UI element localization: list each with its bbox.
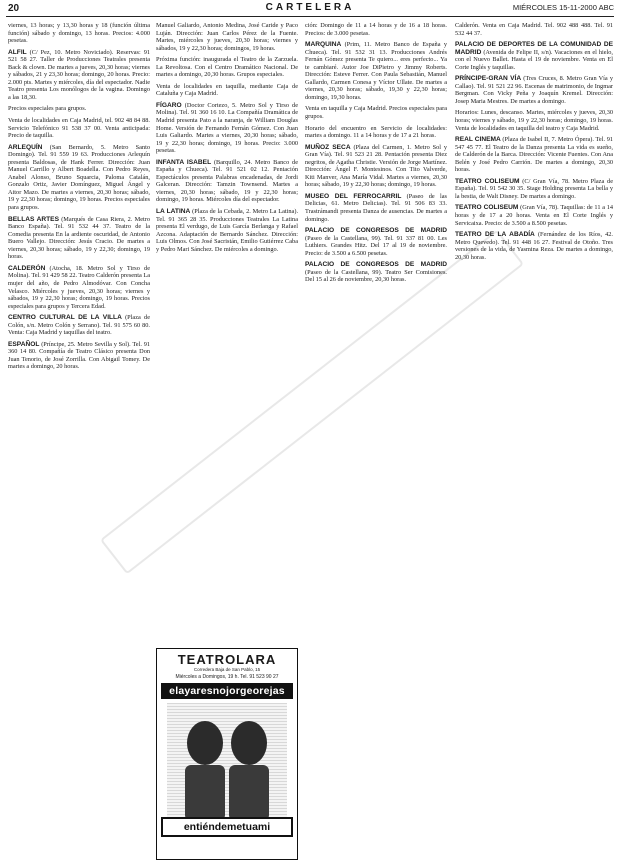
venue-name: MUSEO DEL FERROCARRIL	[305, 192, 402, 200]
listing-text: (Atocha, 18. Metro Sol y Tirso de Molina). Tel. 91 429 58 22. Teatro Calderón presenta La mujer del año, de Pedro Almodóvar. Con Concha Velasco. Miércoles y jueves, 20,30 horas; viernes y sábados, 19 y 22,30 horas; domingo, 19 horas. Precios especiales para grupos y Tercera Edad.	[8, 264, 150, 310]
listing-entry	[455, 22, 613, 37]
venue-name: ARLEQUÍN	[8, 143, 43, 151]
listing-entry	[455, 109, 613, 132]
listing-entry	[156, 159, 298, 204]
ad-title-1: elayaresnojorgeorejas	[161, 683, 293, 699]
listing-text: (C/ Pez, 10. Metro Noviciado). Reservas: 91 521 58 27.	[8, 48, 150, 64]
listing-text: (Doctor Cortezo, 5. Metro Sol y Tirso de Molina). Tel. 91 360 16 10. La Compañía Dramática de Madrid presenta Pato a la naranja, de William Douglas Home. Versión de Fernando Fernán Gómez. Con Juan Luis Galiardo. Martes a viernes, 20,30 horas; sábado, 19 y 22,30 horas; domingo, 19 horas. Precio: 3.000 pesetas.	[156, 101, 298, 155]
listing-text: (Fernández de los Ríos, 42. Metro Quevedo). Tel. 91 448 16 27. Festival de Otoño. Tres versiones de la vida, de Yasmina Reza. De martes a domingo, 20,30 horas.	[455, 231, 613, 261]
venue-name: PRÍNCIPE-GRAN VÍA	[455, 75, 522, 83]
venue-name: LA LATINA	[156, 208, 191, 216]
listing-text: Venta de localidades en Caja Madrid, tel. 902 48 84 88. Servicio Telefónico 91 538 37 00. Venta anticipada: Precio de taquilla.	[8, 117, 150, 140]
listing-text: (Avenida de Felipe II, s/n). Vacaciones en el hielo, con el Nuevo Ballet. Hasta el 19 de noviembre. Venta en El Corte Inglés y taquillas.	[455, 48, 613, 71]
listing-text: Manuel Galiardo, Antonio Medina, José Caride y Paco Luján. Dirección: Juan Carlos Pérez de la Fuente. Martes, miércoles y jueves, 20,30 horas; viernes y sábados, 19 y 22,30 horas; domingos, 19 horas.	[156, 22, 298, 52]
listing-entry	[8, 22, 150, 45]
listing-text: ción: Domingo de 11 a 14 horas y de 16 a 18 horas. Precios: de 3.000 pesetas.	[305, 22, 447, 37]
listing-entry	[455, 231, 613, 261]
listing-text: (Plaza de la Cebada, 2. Metro La Latina). Tel. 91 365 28 35. Producciones Teatrales La Latina presenta El verdugo, de Luis García Berlanga y Rafael Azcona. Adaptación de Bernardo Sánchez. Dirección: Luis Olmos. Con José Sacristán, Emilio Gutiérrez Caba y Pedro Mari Sánchez. De miércoles a domingo.	[156, 208, 298, 253]
venue-name: CENTRO CULTURAL DE LA VILLA	[8, 314, 122, 322]
ad-photo-figures	[167, 703, 287, 821]
listing-entry	[8, 117, 150, 140]
listing-text: (Plaza de Colón, s/n. Metro Colón y Serrano). Tel. 91 575 60 80. Venta: Caja Madrid y taquillas del teatro.	[8, 314, 150, 337]
listing-entry	[8, 144, 150, 212]
listing-entry	[305, 261, 447, 284]
listing-text: (Plaza de Isabel II, 7. Metro Ópera). Tel. 91 547 45 77. El Teatro de la Danza presenta La vida es sueño, de Calderón de la Barca. Dirección: Vicente Fuentes. Con Ana Belén y José Pedro Carrión. De martes a domingo, 20,30 horas.	[455, 136, 613, 174]
column-2	[156, 22, 298, 642]
listing-entry	[455, 75, 613, 105]
venue-name: PALACIO DE CONGRESOS DE MADRID	[305, 227, 447, 235]
listing-entry	[305, 144, 447, 189]
ad-title-2: entiéndemetuami	[161, 817, 293, 837]
listing-text: Próxima función: inaugurada el Teatro de la Zarzuela. La Revoltosa. Con el Centro Dramático Nacional. De martes a domingo, 20,30 horas. Grupos especiales.	[156, 56, 298, 79]
listing-text: (San Bernardo, 5. Metro Santo Domingo). Tel. 91 559 19 63. Producciones Arlequín presenta Baldosas, de Hank Ferrer. Dirección: Juan Manuel Carrillo y Albert Boadella. Con Pedro Reyes, Anabel Alonso, Bruno Squarcia, Paloma Catalán, Gonzalo Ortiz, Javier Domínguez, Miguel Ángel y Aitor Mazo. De martes a viernes, 20,30 horas; sábado, 19 y 22,30 horas; domingo, 19 horas. Precios especiales para grupos.	[8, 143, 150, 212]
listing-entry	[8, 314, 150, 337]
listing-entry	[305, 22, 447, 37]
listing-text: Precios especiales para grupos.	[8, 105, 87, 113]
listing-text: (Paseo de las Delicias, 61. Metro Delicias). Tel. 91 506 83 33. Trastrámandi presenta Danza de ausencias. De martes a domingo.	[305, 192, 447, 223]
listing-text: (Gran Vía, 78). Taquillas: de 11 a 14 horas y de 17 a 20 horas. Venta en El Corte Inglés y Servicaixa. Precio: de 3.500 a 8.500 pesetas.	[455, 204, 613, 227]
venue-name: CALDERÓN	[8, 264, 46, 272]
listing-entry	[8, 105, 150, 113]
listing-entry	[305, 105, 447, 120]
listing-text: (Paseo de la Castellana, 99). Teatro Ser Comisiones. Del 15 al 26 de noviembre, 20,30 horas.	[305, 268, 447, 284]
listing-entry	[305, 125, 447, 140]
listing-entry	[305, 227, 447, 257]
header-rule	[6, 16, 614, 17]
venue-name: TEATRO DE LA ABADÍA	[455, 231, 535, 239]
ad-subtitle: Corredera Baja de San Pablo, 15	[193, 667, 261, 672]
listing-text: (Tres Cruces, 8. Metro Gran Vía y Callao). Tel. 91 521 22 96. Escenas de matrimonio, de Ingmar Bergman. Con Vicky Peña y Joaquín Kremel. Dirección: Josep Maria Mestres. De martes a domingo.	[455, 75, 613, 105]
venue-name: ALFIL	[8, 48, 27, 56]
listing-text-extra: Taller de Producciones Teatrales presenta Back & clown. De martes a jueves, 20,30 horas; viernes y sábados, 21 y 23,30 horas; domingo, 20 horas. Precio: 2.000 pts. Martes y miércoles, día del espectador. Nadie Teatro presenta Los monólogos de la vagina. Domingo a las 18,30.	[8, 56, 150, 101]
venue-name: MUÑOZ SECA	[305, 143, 351, 151]
venue-name: MARQUINA	[305, 41, 342, 49]
listing-entry	[455, 178, 613, 201]
listing-entry	[305, 41, 447, 101]
venue-name: TEATRO COLISEUM	[455, 204, 519, 212]
listing-entry	[455, 204, 613, 227]
dateline: MIÉRCOLES 15-11-2000 ABC	[512, 3, 614, 12]
listing-text: (Barquillo, 24. Metro Banco de España y Chueca). Tel. 91 521 02 12. Pentación Espectáculos presenta Palabras encadenadas, de Jordi Galceran. Dirección: Tamzin Townsend. Martes a viernes, 20,30 horas; sábado, 19 y 22,30 horas; domingo, 19 horas. Miércoles día del espectador.	[156, 158, 298, 204]
venue-name: BELLAS ARTES	[8, 215, 59, 223]
listing-text: Venta de localidades en taquilla, mediante Caja de Cataluña y Caja Madrid.	[156, 82, 298, 98]
section-title: CARTELERA	[265, 2, 355, 13]
listing-entry	[455, 136, 613, 174]
page-header	[0, 0, 620, 18]
venue-name: PALACIO DE DEPORTES DE LA COMUNIDAD DE MADRID	[455, 41, 613, 56]
listing-entry	[8, 49, 150, 102]
listing-text: viernes, 13 horas; y 13,30 horas y 18 (función última función) sábado y domingo, 13 horas. Precios: 4.000 pesetas.	[8, 22, 150, 45]
listing-entry	[455, 41, 613, 71]
page-number: 20	[8, 3, 20, 14]
teatro-lara-ad	[156, 648, 298, 860]
listing-entry	[156, 22, 298, 52]
listing-text: (Paseo de la Castellana, 99). Tel. 91 337 81 00. Les Luthiers. Grandes Hitz. Del 17 al 19 de noviembre. Precio: de 3.500 a 6.500 pesetas.	[305, 234, 447, 257]
ad-photo	[167, 703, 287, 821]
listing-entry	[156, 56, 298, 79]
listing-text: Horarios: Lunes, descanso. Martes, miércoles y jueves, 20,30 horas; viernes y sábado, 19 y 22,30 horas; domingo, 19 horas. Venta de localidades en taquilla del teatro y Caja Madrid.	[455, 109, 613, 132]
listing-entry	[305, 193, 447, 223]
venue-name: PALACIO DE CONGRESOS DE MADRID	[305, 261, 447, 269]
listing-entry	[156, 102, 298, 155]
column-4	[455, 22, 613, 858]
listing-entry	[156, 208, 298, 253]
ad-info: Miércoles a Domingos, 19 h. Tel. 91 523 90 27	[175, 674, 279, 680]
ad-logo: TEATROLARA	[177, 652, 277, 667]
column-3	[305, 22, 447, 858]
column-1	[8, 22, 150, 858]
listing-text: (Prim, 11. Metro Banco de España y Chueca). Tel. 91 532 31 13. Producciones Andrés Fernán Gómez presenta Te quiero... eres perfecto... Ya te cambiaré. Autor Joe DiPietro y Jimmy Roberts. Dirección: Esteve Ferrer. Con Paula Sebastián, Manuel Gallardo, Carmen Conesa y Víctor Ullate. De martes a viernes, 20,30 horas; sábado, 19,30 y 22,30 horas; domingo, 19,30 horas.	[305, 41, 447, 101]
venue-name: ESPAÑOL	[8, 340, 40, 348]
listing-text: (Plaza del Carmen, 1. Metro Sol y Gran Vía). Tel. 91 523 21 28. Pentación presenta Diez negritos, de Agatha Christie. Versión de Jorge Martínez. Dirección: Ángel F. Montesinos. Con Tito Valverde, Kiti Manver, Ana María Vidal. Martes a viernes, 20,30 horas; sábado, 19 y 22,30 horas; domingo, 19 horas.	[305, 143, 447, 189]
venue-name: TEATRO COLISEUM	[455, 177, 520, 185]
venue-name: INFANTA ISABEL	[156, 158, 212, 166]
listing-text: (Príncipe, 25. Metro Sevilla y Sol). Tel. 91 360 14 80. Compañía de Teatro Clásico presenta Don Juan Tenorio, de José Zorrilla. Con Abigail Tomey. De martes a domingo, 20 horas.	[8, 340, 150, 371]
listing-entry	[8, 341, 150, 371]
listing-text: Horario del encuentro en Servicio de localidades: martes a domingo. 11 a 14 horas y de 17 a 21 horas.	[305, 124, 447, 140]
venue-name: REAL CINEMA	[455, 136, 501, 144]
listing-text: (Marqués de Casa Riera, 2. Metro Banco España). Tel. 91 532 44 37. Teatro de la Comedia presenta En la ardiente oscuridad, de Antonio Buero Vallejo. Dirección: Jesús Cracio. De martes a viernes, 20,30 horas; sábado, 19 y 22,30; domingo, 19 horas.	[8, 215, 150, 261]
listing-entry	[8, 265, 150, 310]
listing-text: Venta en taquilla y Caja Madrid. Precios especiales para grupos.	[305, 105, 447, 121]
listing-text: Calderón. Venta en Caja Madrid. Tel. 902 488 488. Tel. 91 532 44 37.	[455, 22, 613, 37]
listing-entry	[156, 83, 298, 98]
listing-text: (C/ Gran Vía, 78. Metro Plaza de España). Tel. 91 542 30 35. Stage Holding presenta La bella y la bestia, de Walt Disney. De martes a domingo.	[455, 177, 613, 200]
venue-name: FÍGARO	[156, 101, 182, 109]
listing-entry	[8, 216, 150, 261]
